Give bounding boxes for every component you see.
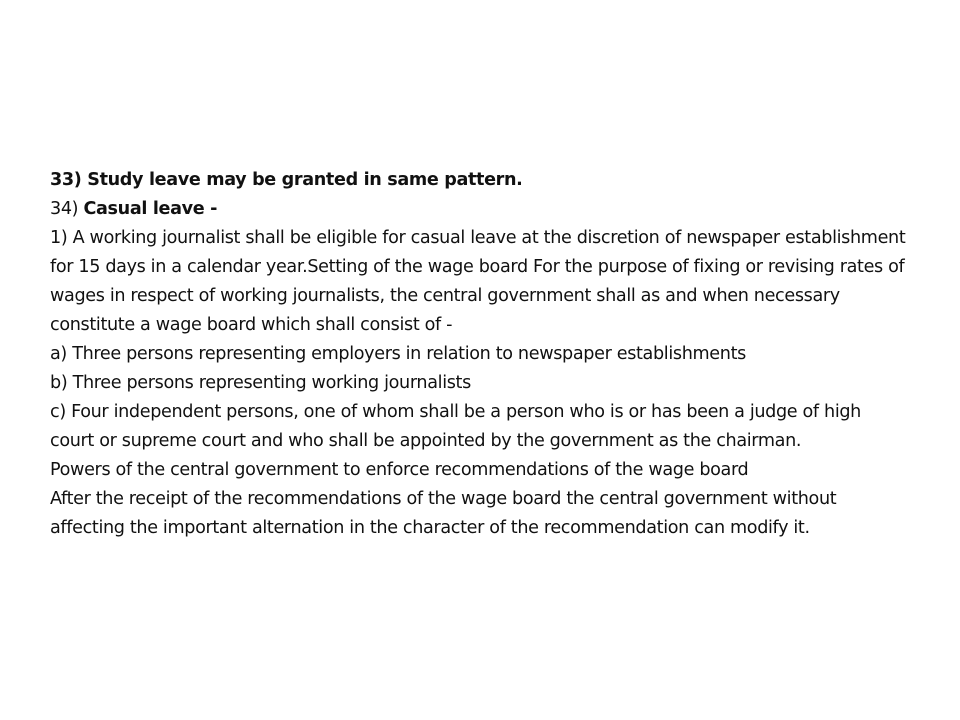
study-leave-line: 33) Study leave may be granted in same pattern. xyxy=(50,170,523,190)
casual-leave-heading xyxy=(50,195,910,224)
slide-body xyxy=(50,166,910,543)
casual-leave-title: Casual leave - xyxy=(83,199,218,219)
wage-board-item-b: b) Three persons representing working journalists xyxy=(50,373,471,393)
casual-leave-paragraph: 1) A working journalist shall be eligible for casual leave at the discretion of newspaper establishment for 15 days in a calendar year.Setting of the wage board For the purpose of fixing or revising rates of wages in respect of working journalists, the central government shall as and when necessary constitute a wage board which shall consist of - xyxy=(50,228,906,335)
powers-heading: Powers of the central government to enforce recommendations of the wage board xyxy=(50,460,749,480)
wage-board-item-c: c) Four independent persons, one of whom shall be a person who is or has been a judge of high court or supreme court and who shall be appointed by the government as the chairman. xyxy=(50,402,861,451)
casual-leave-number: 34) xyxy=(50,199,84,219)
wage-board-item-a: a) Three persons representing employers in relation to newspaper establishments xyxy=(50,344,746,364)
powers-paragraph: After the receipt of the recommendations of the wage board the central government without affecting the important alternation in the character of the recommendation can modify it. xyxy=(50,489,837,538)
